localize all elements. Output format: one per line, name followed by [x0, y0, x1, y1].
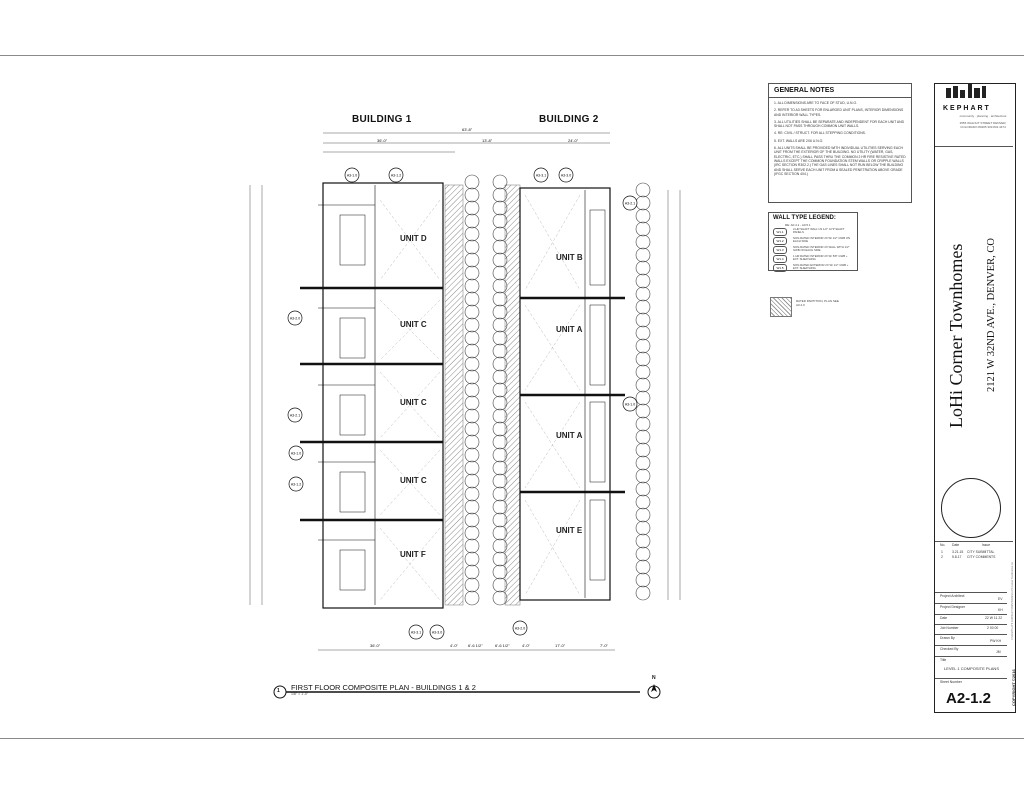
- file-path: C:\REVIT\LOHI CORNER TOWNHOMES\LoHi Corner Townhomes.rvt: [1011, 562, 1014, 640]
- tree-canopy-icon: [465, 474, 479, 488]
- field-label: Job Number: [940, 626, 959, 630]
- tree-canopy-icon: [636, 196, 650, 210]
- general-notes-heading: GENERAL NOTES: [769, 84, 911, 98]
- sheet-number-label: Sheet Number: [940, 680, 962, 684]
- professional-seal: [941, 478, 1001, 538]
- rev-2-no: 2: [941, 555, 943, 559]
- field-rule: [935, 624, 1007, 625]
- detail-tag-label: A3-3.0: [560, 173, 572, 178]
- detail-tag-label: A3-1.2: [390, 173, 402, 178]
- wall-type-legend: [768, 212, 858, 271]
- field-rule: [935, 634, 1007, 635]
- wall-legend-row: [773, 245, 857, 254]
- tree-canopy-icon: [636, 456, 650, 470]
- field-label: Date: [940, 616, 948, 620]
- rev-1-date: 3.21.15: [952, 550, 964, 554]
- top-dim-gap: 13'-8": [482, 138, 493, 143]
- rev-1-no: 1: [941, 550, 943, 554]
- tree-canopy-icon: [465, 370, 479, 384]
- tree-canopy-icon: [465, 188, 479, 202]
- detail-tag-label: A3-3.1: [535, 173, 547, 178]
- detail-tag-label: A3-1.0: [624, 402, 636, 407]
- unit-label-b1-5: UNIT F: [400, 550, 426, 559]
- unit-label-b1-3: UNIT C: [400, 398, 427, 407]
- field-value: 22 W 11 22: [985, 616, 1003, 620]
- tree-canopy-icon: [636, 534, 650, 548]
- tree-canopy-icon: [465, 240, 479, 254]
- sheet-title: LEVEL 1 COMPOSITE PLANS: [944, 666, 999, 671]
- wall-desc: 1 HR RATED INTERIOR 2X W/ 5/8" GWB + EXT. SHEATHING: [793, 254, 848, 262]
- wall-tag: W1.3: [773, 246, 787, 254]
- tree-canopy-icon: [636, 430, 650, 444]
- title-label: Title: [940, 658, 947, 662]
- firm-name: KEPHART: [943, 105, 991, 112]
- tree-canopy-icon: [636, 508, 650, 522]
- tree-canopy-icon: [465, 422, 479, 436]
- field-value: 2 00 00: [987, 626, 999, 630]
- rev-1-issue: CITY SUBMITTAL: [967, 550, 995, 554]
- wall-desc: 2-HR SHAFT WALL US 1/2" GYP SHAFT PANELS: [793, 227, 845, 235]
- tree-canopy-icon: [465, 409, 479, 423]
- unit-label-b2-4: UNIT E: [556, 526, 583, 535]
- field-rule: [935, 592, 1007, 593]
- tree-canopy-icon: [465, 500, 479, 514]
- bottom-dim-2: 4'-0": [450, 643, 458, 648]
- title-block-divider: [935, 146, 1013, 147]
- tree-canopy-icon: [465, 227, 479, 241]
- wall-tag: W1.1: [773, 228, 787, 236]
- wall-legend-subheading: RE: A0.4.1 - A0.5.1: [785, 223, 811, 227]
- wall-desc: NON-RATED EXTERIOR 2X W/ 1/2" GWB + EXT. SHEATHING: [793, 263, 849, 271]
- plan-number-bubble: [274, 686, 286, 698]
- rev-header-issue: Issue: [982, 543, 991, 547]
- tree-canopy-icon: [465, 331, 479, 345]
- hatch-strip-2: [505, 185, 520, 605]
- tree-canopy-icon: [636, 547, 650, 561]
- detail-tag-label: A3-2.0: [289, 316, 301, 321]
- top-dim-b2: 24'-0": [568, 138, 579, 143]
- tree-canopy-icon: [636, 222, 650, 236]
- unit-label-b2-2: UNIT A: [556, 325, 583, 334]
- wall-desc: NON-RATED INTERIOR 2X WALL WITH 1/2" GWB ON EACH SIDE: [793, 245, 850, 253]
- tree-canopy-icon: [465, 487, 479, 501]
- tree-canopy-icon: [636, 313, 650, 327]
- detail-tag-label: A3-2.1: [289, 413, 301, 418]
- tree-canopy-icon: [465, 383, 479, 397]
- plan-number: 1: [277, 688, 280, 694]
- bottom-dim-7: 7'-0": [600, 643, 608, 648]
- tree-canopy-icon: [465, 565, 479, 579]
- tree-canopy-icon: [636, 352, 650, 366]
- tree-canopy-icon: [636, 300, 650, 314]
- wall-desc: NON-RATED INTERIOR 2X W/ 1/2" GWB ON EACH SIDE: [793, 236, 851, 244]
- tree-canopy-icon: [465, 435, 479, 449]
- unit-label-b2-3: UNIT A: [556, 431, 583, 440]
- plan-scale: 1/8" = 1'-0": [291, 692, 309, 696]
- tree-canopy-icon: [465, 513, 479, 527]
- bottom-dim-4: 6'-6 1/2": [495, 643, 510, 648]
- bottom-dim-1: 36'-0": [370, 643, 381, 648]
- tree-canopy-icon: [636, 365, 650, 379]
- building-2-label: BUILDING 2: [539, 114, 599, 125]
- field-label: Project Architect: [940, 594, 965, 598]
- field-value: EV: [998, 597, 1003, 601]
- north-label: N: [652, 675, 656, 681]
- tree-canopy-icon: [636, 482, 650, 496]
- tree-canopy-icon: [636, 573, 650, 587]
- rev-header-no: No.: [940, 543, 946, 547]
- tree-canopy-icon: [636, 274, 650, 288]
- detail-tag-label: A3-1.2: [290, 482, 302, 487]
- tree-canopy-icon: [465, 461, 479, 475]
- tree-canopy-icon: [465, 214, 479, 228]
- tree-canopy-icon: [636, 326, 650, 340]
- sheet-number: A2-1.2: [946, 690, 992, 707]
- firm-address: 2555 WALNUT STREET DENVER, COLORADO 80205 303.832.4474: [959, 121, 1007, 129]
- tree-canopy-icon: [465, 175, 479, 189]
- field-label: Checked By: [940, 647, 959, 651]
- plan-title: FIRST FLOOR COMPOSITE PLAN - BUILDINGS 1 & 2: [291, 683, 476, 692]
- detail-tag-label: A3-1.0: [346, 173, 358, 178]
- wall-tag: W1.2: [773, 237, 787, 245]
- wall-tag: W1.5: [773, 264, 787, 272]
- tree-canopy-icon: [493, 175, 507, 189]
- wall-legend-row: [773, 236, 857, 245]
- general-note-5: 5. EXT. WALLS ARE 2X6 U.N.O.: [774, 138, 824, 143]
- detail-tag-label: A3-3.0: [431, 630, 443, 635]
- wall-tag: W1.4: [773, 255, 787, 263]
- general-note-3: 3. ALL UTILITIES SHALL BE SEPARATE AND INDEPENDENT FOR EACH UNIT AND SHALL NOT PASS THROUGH COMMON UNIT WALLS.: [774, 119, 905, 129]
- tree-canopy-icon: [636, 209, 650, 223]
- bottom-dim-3: 6'-6 1/2": [468, 643, 483, 648]
- landscape-trees: [465, 175, 650, 605]
- building-1-walls: [300, 183, 443, 608]
- copyright: COPYRIGHT ©2016: [1011, 669, 1016, 706]
- tree-canopy-icon: [636, 417, 650, 431]
- unit-label-b1-1: UNIT D: [400, 234, 427, 243]
- wall-legend-row: [773, 263, 857, 272]
- tree-canopy-icon: [636, 235, 650, 249]
- top-dimensions: [323, 133, 610, 152]
- tree-canopy-icon: [636, 495, 650, 509]
- tree-canopy-icon: [465, 266, 479, 280]
- tree-canopy-icon: [465, 279, 479, 293]
- tree-canopy-icon: [465, 578, 479, 592]
- hatch-key-swatch: [770, 297, 792, 317]
- tree-canopy-icon: [636, 339, 650, 353]
- firm-tagline: community · planning · architecture: [959, 114, 1007, 118]
- tree-canopy-icon: [636, 261, 650, 275]
- tree-canopy-icon: [465, 552, 479, 566]
- top-dim-overall: 63'-8": [462, 127, 473, 132]
- unit-label-b1-4: UNIT C: [400, 476, 427, 485]
- hatch-strip-1: [445, 185, 463, 605]
- general-note-4: 4. RE: CIVIL / STRUCT. FOR ALL STEPPING CONDITIONS.: [774, 131, 866, 136]
- tree-canopy-icon: [465, 201, 479, 215]
- rev-2-issue: CITY COMMENTS: [967, 555, 996, 559]
- bottom-dim-6: 17'-0": [555, 643, 566, 648]
- tree-canopy-icon: [465, 305, 479, 319]
- tree-canopy-icon: [636, 248, 650, 262]
- tree-canopy-icon: [465, 396, 479, 410]
- general-note-6: 6. ALL UNITS SHALL BE PROVIDED WITH INDIVIDUAL UTILITIES SERVING EACH UNIT FROM THE EXTERIOR OF THE BUILDING. NO UTILITY (WATER, GAS, ELECTRIC, ETC.) SHALL PASS THRU THE COMMON 2 HR FIRE RESISTIVE RATED WALLS EXCEPT THE COMMON FOUNDATION STEM WALLS OR CRIPPLE WALLS (IRC SECTION R302.2.) THE GAS LINES SHALL NOT RUN BELOW THE BUILDING AND SHALL SERVE EACH UNIT FROM A SEALED PENETRATION ABOVE GRADE (IFGC SECTION 404.): [774, 146, 906, 176]
- bottom-dim-5: 4'-0": [522, 643, 530, 648]
- tree-canopy-icon: [636, 469, 650, 483]
- wall-legend-row: [773, 227, 857, 236]
- tree-canopy-icon: [465, 526, 479, 540]
- tree-canopy-icon: [465, 253, 479, 267]
- detail-tag-label: A3-2.1: [624, 201, 636, 206]
- field-label: Project Designer: [940, 605, 966, 609]
- general-note-1: 1. ALL DIMENSIONS ARE TO FACE OF STUD, U.N.O.: [774, 101, 858, 105]
- tree-canopy-icon: [636, 560, 650, 574]
- field-rule: [935, 614, 1007, 615]
- field-value: PW KH: [990, 639, 1002, 643]
- tree-canopy-icon: [636, 404, 650, 418]
- detail-tag-label: A3-3.1: [410, 630, 422, 635]
- building-1-label: BUILDING 1: [352, 114, 412, 125]
- tree-canopy-icon: [465, 591, 479, 605]
- wall-legend-heading: WALL TYPE LEGEND:: [773, 215, 836, 221]
- tree-canopy-icon: [465, 292, 479, 306]
- field-label: Drawn By: [940, 636, 955, 640]
- tree-canopy-icon: [636, 443, 650, 457]
- rev-2-date: 5.8.17: [952, 555, 962, 559]
- detail-tag-label: A3-2.0: [514, 626, 526, 631]
- field-rule: [935, 645, 1007, 646]
- field-rule: [935, 603, 1007, 604]
- tree-canopy-icon: [636, 586, 650, 600]
- tree-canopy-icon: [636, 183, 650, 197]
- top-dim-b1: 36'-0": [377, 138, 388, 143]
- tree-canopy-icon: [636, 521, 650, 535]
- field-value: JM: [996, 650, 1001, 654]
- field-rule: [935, 678, 1007, 679]
- kephart-logo-icon: [946, 84, 1006, 104]
- tree-canopy-icon: [465, 318, 479, 332]
- tree-canopy-icon: [636, 287, 650, 301]
- tree-canopy-icon: [465, 357, 479, 371]
- tree-canopy-icon: [465, 448, 479, 462]
- project-address: 2121 W 32ND AVE., DENVER, CO: [986, 237, 997, 392]
- rev-header-date: Date: [952, 543, 960, 547]
- unit-label-b2-1: UNIT B: [556, 253, 583, 262]
- tree-canopy-icon: [636, 378, 650, 392]
- project-name: LoHi Corner Townhomes: [946, 243, 966, 428]
- field-rule: [935, 656, 1007, 657]
- hatch-key-text: RATED PARTITION, PLAN SEE A0.4.0: [796, 299, 839, 307]
- revision-top-rule: [935, 541, 1013, 542]
- general-notes-box: [768, 83, 912, 203]
- tree-canopy-icon: [465, 539, 479, 553]
- unit-label-b1-2: UNIT C: [400, 320, 427, 329]
- wall-legend-row: [773, 254, 857, 263]
- tree-canopy-icon: [636, 391, 650, 405]
- tree-canopy-icon: [465, 344, 479, 358]
- field-value: KH: [998, 608, 1003, 612]
- building-2-walls: [520, 188, 625, 600]
- general-note-2: 2. REFER TO A3 SHEETS FOR ENLARGED UNIT PLANS, INTERIOR DIMENSIONS AND INTERIOR WALL TYPES.: [774, 108, 904, 117]
- detail-tag-label: A3-1.0: [290, 451, 302, 456]
